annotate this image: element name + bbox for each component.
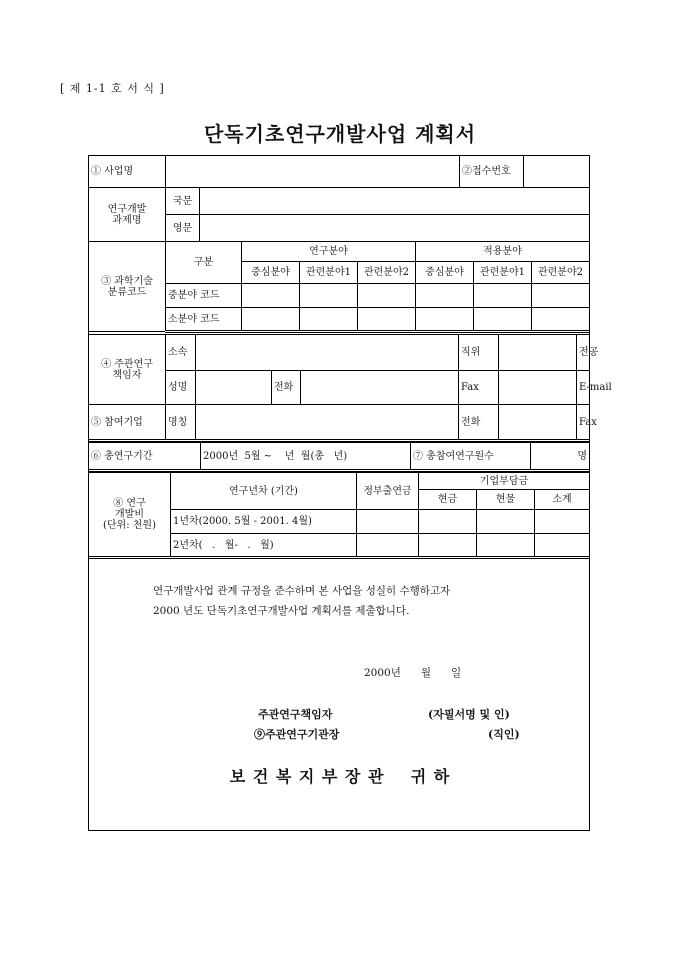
recipient: 보 건 복 지 부 장 관 귀 하 — [229, 767, 451, 786]
period-value[interactable]: 2000년 5월 ~ 년 월(총 년) — [201, 443, 411, 471]
project-name-label: ① 사업명 — [89, 156, 166, 188]
company-name-field[interactable] — [196, 405, 459, 441]
col-header: 관련분야2 — [532, 262, 590, 284]
budget-cell[interactable] — [535, 510, 590, 534]
email-label: E-mail — [577, 371, 590, 405]
code-cell[interactable] — [358, 284, 416, 308]
mid-code-label: 중분야 코드 — [166, 284, 242, 308]
english-label: 영문 — [166, 215, 200, 242]
gov-header: 정부출연금 — [357, 473, 419, 510]
phone-field[interactable] — [301, 371, 459, 405]
korean-title-field[interactable] — [200, 188, 590, 215]
col-header: 관련분야1 — [300, 262, 358, 284]
code-cell[interactable] — [242, 284, 300, 308]
affiliation-label: 소속 — [166, 335, 196, 371]
code-cell[interactable] — [532, 308, 590, 332]
classification-table — [88, 241, 590, 333]
name-field[interactable] — [196, 371, 272, 405]
budget-cell[interactable] — [357, 510, 419, 534]
position-field[interactable] — [499, 335, 577, 371]
company-name-label: 명칭 — [166, 405, 196, 441]
form-number: [ 제 1-1 호 서 식 ] — [60, 82, 165, 95]
gubun-label: 구분 — [166, 242, 242, 284]
period-table — [88, 442, 590, 472]
budget-cell[interactable] — [477, 534, 535, 558]
korean-label: 국문 — [166, 188, 200, 215]
reception-number-field[interactable] — [524, 156, 590, 188]
project-table — [88, 155, 590, 242]
institution-seal-note: (직인) — [488, 728, 520, 741]
pi-signature-note: (자필서명 및 인) — [428, 708, 510, 721]
budget-label: ⑧ 연구 개발비 (단위: 천원) — [89, 473, 171, 558]
col-header: 중심분야 — [416, 262, 474, 284]
year2-label: 2년차( . 월- . 월) — [171, 534, 357, 558]
pi-table — [88, 334, 612, 442]
code-cell[interactable] — [474, 308, 532, 332]
sub-code-label: 소분야 코드 — [166, 308, 242, 332]
code-cell[interactable] — [416, 284, 474, 308]
col-header: 관련분야2 — [358, 262, 416, 284]
year1-label: 1년차(2000. 5월 - 2001. 4월) — [171, 510, 357, 534]
col-header: 관련분야1 — [474, 262, 532, 284]
fax-label: Fax — [459, 371, 499, 405]
code-cell[interactable] — [416, 308, 474, 332]
declaration-date: 2000년 월 일 — [364, 667, 462, 679]
english-title-field[interactable] — [200, 215, 590, 242]
phone-label: 전화 — [272, 371, 301, 405]
code-cell[interactable] — [242, 308, 300, 332]
col-header: 중심분야 — [242, 262, 300, 284]
cash-header: 현금 — [419, 490, 477, 510]
name-label: 성명 — [166, 371, 196, 405]
budget-cell[interactable] — [419, 510, 477, 534]
budget-cell[interactable] — [477, 510, 535, 534]
declaration-line2: 2000 년도 단독기초연구개발사업 계획서를 제출합니다. — [153, 605, 410, 617]
declaration-line1: 연구개발사업 관계 규정을 준수하며 본 사업을 성실히 수행하고자 — [153, 585, 451, 597]
research-field-header: 연구분야 — [242, 242, 416, 262]
institution-head-label: ⑨주관연구기관장 — [254, 728, 340, 741]
major-label: 전공 — [577, 335, 590, 371]
applied-field-header: 적용분야 — [416, 242, 590, 262]
classification-label: ③ 과학기술 분류코드 — [89, 242, 166, 332]
company-label: ⑤ 참여기업 — [89, 405, 166, 441]
company-phone-label: 전화 — [459, 405, 499, 441]
budget-table — [88, 472, 590, 559]
position-label: 직위 — [459, 335, 499, 371]
budget-cell[interactable] — [535, 534, 590, 558]
subtotal-header: 소계 — [535, 490, 590, 510]
pi-signature-label: 주관연구책임자 — [258, 708, 333, 721]
pi-label: ④ 주관연구 책임자 — [89, 335, 166, 405]
company-phone-field[interactable] — [499, 405, 577, 441]
reception-number-label: ②접수번호 — [460, 156, 524, 188]
code-cell[interactable] — [300, 308, 358, 332]
document-title: 단독기초연구개발사업 계획서 — [203, 122, 477, 146]
company-fax-label: Fax — [577, 405, 590, 441]
affiliation-field[interactable] — [196, 335, 459, 371]
project-name-field[interactable] — [166, 156, 460, 188]
researchers-unit: 명 — [531, 443, 590, 471]
period-label: ⑥ 총연구기간 — [89, 443, 201, 471]
company-share-header: 기업부담금 — [419, 473, 590, 490]
budget-cell[interactable] — [357, 534, 419, 558]
year-col-header: 연구년차 (기간) — [171, 473, 357, 510]
code-cell[interactable] — [474, 284, 532, 308]
budget-cell[interactable] — [419, 534, 477, 558]
inkind-header: 현물 — [477, 490, 535, 510]
researchers-label: ⑦ 총참여연구원수 — [411, 443, 531, 471]
code-cell[interactable] — [532, 284, 590, 308]
code-cell[interactable] — [300, 284, 358, 308]
task-name-label: 연구개발 과제명 — [89, 188, 166, 242]
code-cell[interactable] — [358, 308, 416, 332]
fax-field[interactable] — [499, 371, 577, 405]
